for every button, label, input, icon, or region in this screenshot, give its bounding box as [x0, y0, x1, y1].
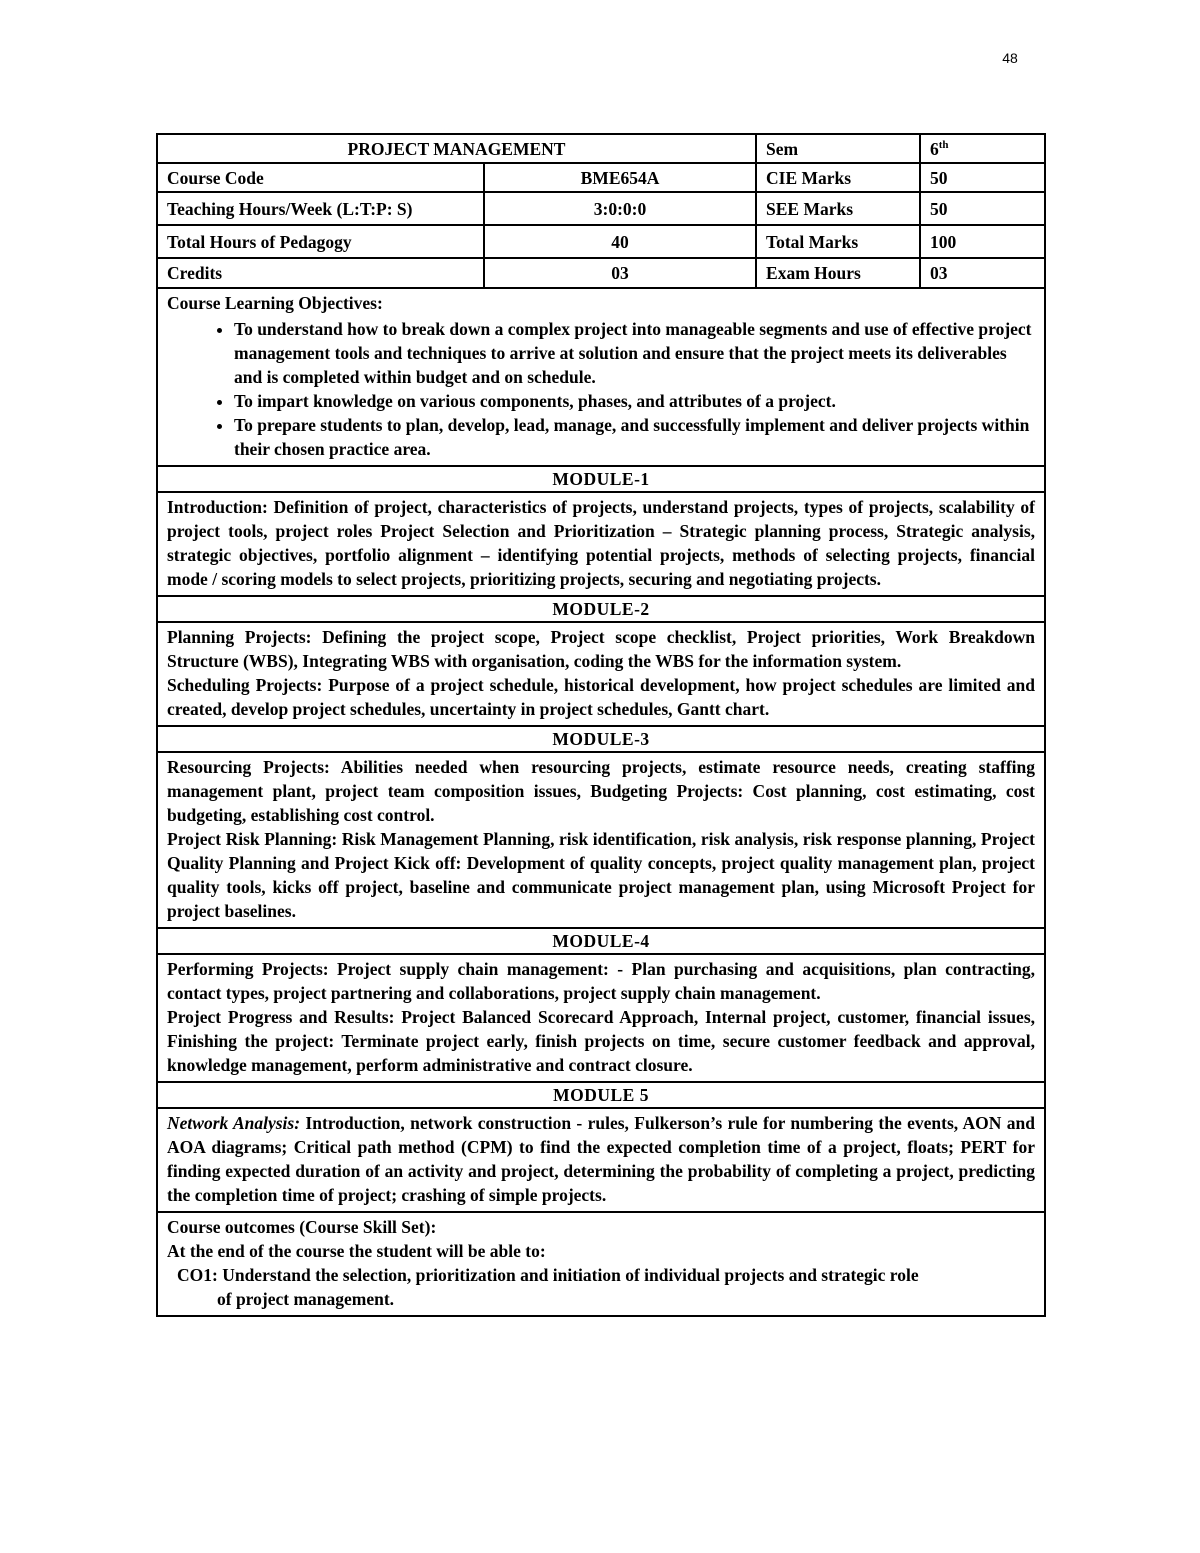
outcomes-row: [157, 1212, 1045, 1316]
module-4-row: [157, 954, 1045, 1082]
cie-marks-label: CIE Marks: [756, 163, 920, 192]
total-marks-label: Total Marks: [756, 225, 920, 258]
module-4-heading-row: [157, 928, 1045, 954]
page-number: 48: [1002, 50, 1018, 66]
see-marks-label: SEE Marks: [756, 192, 920, 225]
course-code-value: BME654A: [484, 163, 756, 192]
credits-value: 03: [484, 258, 756, 288]
module-5-heading: MODULE 5: [157, 1082, 1045, 1108]
module-1-content: [157, 492, 1045, 596]
outcomes-intro: At the end of the course the student will be able to:: [167, 1241, 546, 1261]
module-1-heading-row: [157, 466, 1045, 492]
credits-row: [157, 258, 1045, 288]
objectives-row: [157, 288, 1045, 466]
module-paragraph: [167, 1111, 1035, 1207]
module-3-heading-row: [157, 726, 1045, 752]
module-5-row: [157, 1108, 1045, 1212]
outcomes-block: [157, 1212, 1045, 1316]
co1-continuation: of project management.: [217, 1289, 395, 1309]
total-marks-value: 100: [920, 225, 1045, 258]
teaching-hours-row: [157, 192, 1045, 225]
total-hours-value: 40: [484, 225, 756, 258]
exam-hours-label: Exam Hours: [756, 258, 920, 288]
co1-text: Understand the selection, prioritization and initiation of individual projects and strategic role: [217, 1265, 919, 1285]
objectives-block: [157, 288, 1045, 466]
see-marks-value: 50: [920, 192, 1045, 225]
module-paragraph: Introduction: Definition of project, characteristics of projects, understand projects, types of projects, scalability of project tools, project roles Project Selection and Prioritization – Strategic planning process, Strategic analysis, strategic objectives, portfolio alignment – identifying potential projects, methods of selecting projects, financial mode / scoring models to select projects, prioritizing projects, securing and negotiating projects.: [167, 497, 1036, 589]
outcomes-heading: Course outcomes (Course Skill Set):: [167, 1217, 437, 1237]
module-paragraph: Resourcing Projects: Abilities needed when resourcing projects, estimate resource needs, creating staffing management plant, project team composition issues, Budgeting Projects: Cost planning, cost estimating, cost budgeting, establishing cost control.: [167, 757, 1036, 825]
exam-hours-value: 03: [920, 258, 1045, 288]
course-title: PROJECT MANAGEMENT: [157, 134, 756, 163]
module-2-heading: MODULE-2: [157, 596, 1045, 622]
objective-item: • To prepare students to plan, develop, lead, manage, and successfully implement and deliver projects within their chosen practice area.: [234, 413, 1035, 461]
cie-marks-value: 50: [920, 163, 1045, 192]
sem-label: Sem: [756, 134, 920, 163]
title-row: [157, 134, 1045, 163]
syllabus-table: [156, 133, 1046, 1317]
credits-label: Credits: [157, 258, 484, 288]
teaching-hours-label: Teaching Hours/Week (L:T:P: S): [157, 192, 484, 225]
module-2-row: [157, 622, 1045, 726]
module-5-lead: Network Analysis:: [167, 1113, 301, 1133]
module-3-row: [157, 752, 1045, 928]
objective-item: • To understand how to break down a complex project into manageable segments and use of effective project management tools and techniques to arrive at solution and ensure that the project meets its deliverables and is completed within budget and on schedule.: [234, 317, 1035, 389]
module-4-content: [157, 954, 1045, 1082]
module-1-heading: MODULE-1: [157, 466, 1045, 492]
module-paragraph: Planning Projects: Defining the project scope, Project scope checklist, Project priorities, Work Breakdown Structure (WBS), Integrating WBS with organisation, coding the WBS for the information system.: [167, 627, 1036, 671]
module-paragraph: Project Risk Planning: Risk Management Planning, risk identification, risk analysis, risk response planning, Project Quality Planning and Project Kick off: Development of quality concepts, project quality management plan, project quality tools, kicks off project, baseline and communicate project management plan, using Microsoft Project for project baselines.: [167, 829, 1036, 921]
module-paragraph: Scheduling Projects: Purpose of a project schedule, historical development, how project schedules are limited and created, develop project schedules, uncertainty in project schedules, Gantt chart.: [167, 675, 1036, 719]
module-2-content: [157, 622, 1045, 726]
sem-value: 6th: [920, 134, 1045, 163]
total-hours-row: [157, 225, 1045, 258]
module-paragraph: Performing Projects: Project supply chain management: - Plan purchasing and acquisitions, plan contracting, contact types, project partnering and collaborations, project supply chain management.: [167, 959, 1036, 1003]
module-5-content: [157, 1108, 1045, 1212]
co1-label: CO1:: [177, 1265, 218, 1285]
co1-item: [167, 1263, 1035, 1287]
teaching-hours-value: 3:0:0:0: [484, 192, 756, 225]
module-2-heading-row: [157, 596, 1045, 622]
module-5-text: Introduction, network construction - rules, Fulkerson’s rule for numbering the events, AON and AOA diagrams; Critical path method (CPM) to find the expected completion time of a project, floats; PERT for finding expected duration of an activity and project, determining the probability of completing a project, predicting the completion time of project; crashing of simple projects.: [167, 1113, 1036, 1205]
course-code-label: Course Code: [157, 163, 484, 192]
module-3-heading: MODULE-3: [157, 726, 1045, 752]
objectives-heading: Course Learning Objectives:: [167, 293, 383, 313]
total-hours-label: Total Hours of Pedagogy: [157, 225, 484, 258]
module-1-row: [157, 492, 1045, 596]
course-code-row: [157, 163, 1045, 192]
module-4-heading: MODULE-4: [157, 928, 1045, 954]
module-5-heading-row: [157, 1082, 1045, 1108]
objectives-list: [167, 317, 1035, 461]
module-3-content: [157, 752, 1045, 928]
module-paragraph: Project Progress and Results: Project Balanced Scorecard Approach, Internal project, customer, financial issues, Finishing the project: Terminate project early, finish projects on time, secure customer feedback and approval, knowledge management, perform administrative and contract closure.: [167, 1007, 1036, 1075]
objective-item: • To impart knowledge on various components, phases, and attributes of a project.: [234, 389, 1035, 413]
